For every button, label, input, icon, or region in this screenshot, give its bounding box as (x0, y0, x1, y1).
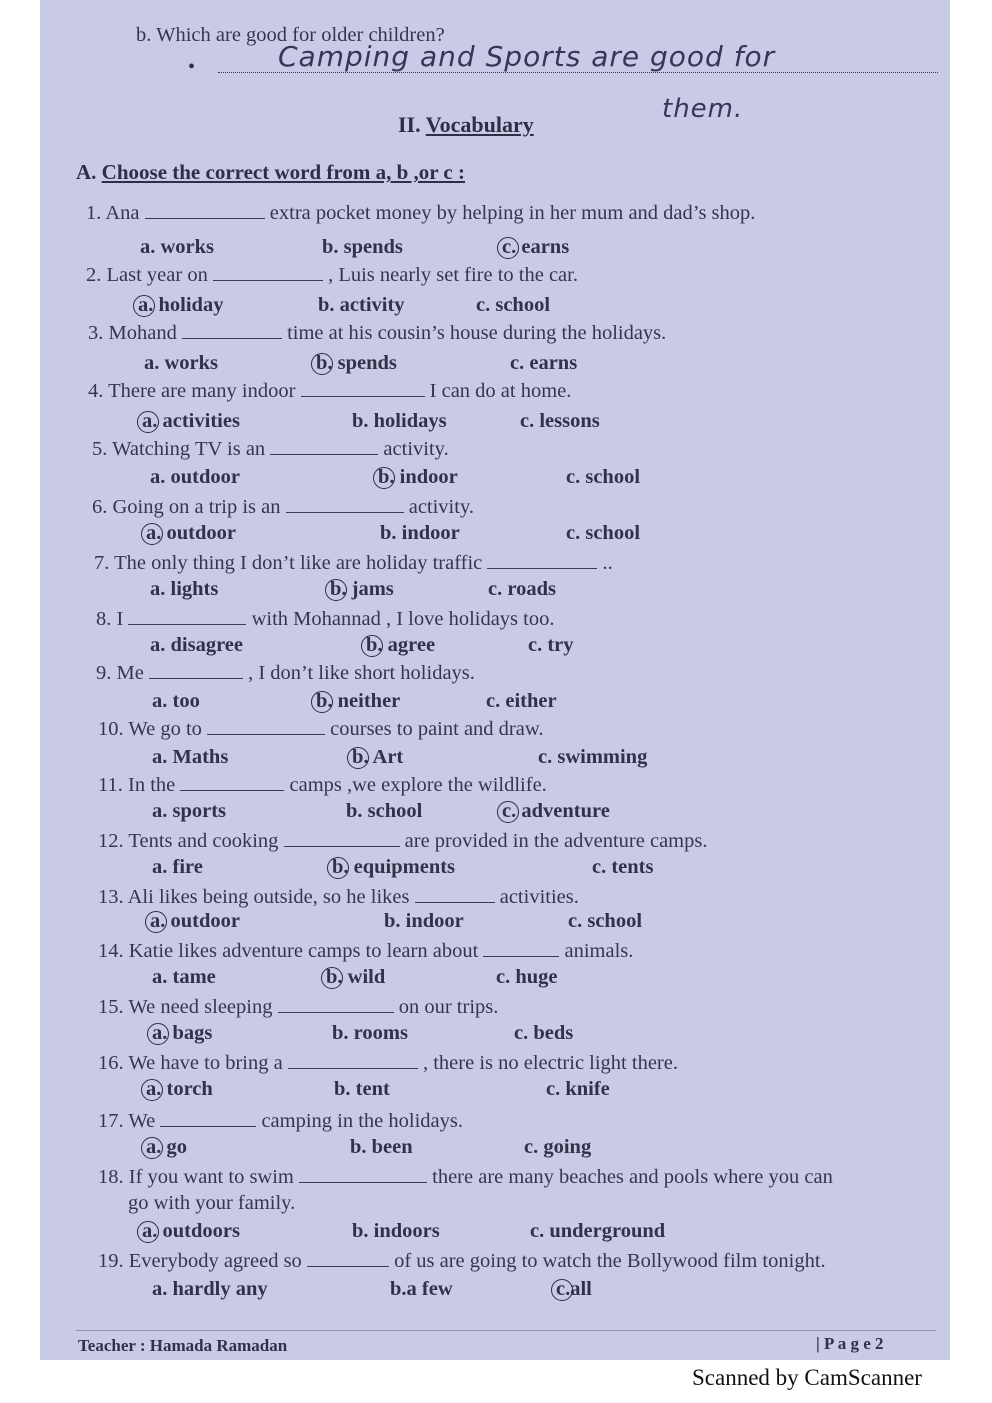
question-text-before: Ana (105, 202, 145, 224)
answer-circle-mark (497, 801, 519, 823)
option-c: c.all (556, 1278, 592, 1300)
answer-blank (286, 494, 404, 513)
answer-circle-mark (141, 1137, 163, 1159)
question-text-after: extra pocket money by helping in her mum and dad’s shop. (264, 202, 756, 224)
bullet: • (188, 56, 196, 78)
answer-circle-mark (137, 1221, 159, 1243)
section-title: Vocabulary (425, 112, 534, 137)
question-number: 13. (98, 886, 128, 908)
question-text-before: Katie likes adventure camps to learn about (128, 940, 484, 962)
question-number: 7. (94, 552, 115, 574)
option-a: a. hardly any (152, 1278, 268, 1300)
question-text-before: I (116, 608, 129, 630)
option-b: b. spends (322, 236, 403, 258)
answer-blank (301, 378, 425, 397)
question-text-before: Tents and cooking (128, 830, 284, 852)
question-6 (92, 494, 474, 519)
option-b: b. tent (334, 1078, 390, 1100)
question-text-after: , Luis nearly set fire to the car. (322, 264, 578, 286)
option-b: b. rooms (332, 1022, 408, 1044)
question-text-before: There are many indoor (108, 380, 301, 402)
worksheet-page (40, 0, 950, 1360)
option-a: a. lights (150, 578, 219, 600)
answer-blank (278, 994, 394, 1013)
question-number: 9. (96, 662, 117, 684)
question-number: 15. (98, 996, 129, 1018)
option-a: a. outdoor (150, 466, 240, 488)
question-text-after: activities. (494, 886, 579, 908)
question-8 (96, 606, 554, 631)
answer-blank (284, 828, 400, 847)
question-text-after: with Mohannad , I love holidays too. (246, 608, 555, 630)
option-c: c. knife (546, 1078, 610, 1100)
question-number: 6. (92, 496, 113, 518)
answer-blank (307, 1248, 389, 1267)
option-b: b. holidays (352, 410, 447, 432)
answer-blank (288, 1050, 418, 1069)
question-text-before: In the (128, 774, 181, 796)
option-c: c. underground (530, 1220, 666, 1242)
question-text-after: activity. (378, 438, 449, 460)
answer-circle-mark (551, 1279, 573, 1301)
question-16 (98, 1050, 678, 1075)
option-c: c. school (566, 522, 641, 544)
question-text-after: there are many beaches and pools where you can (427, 1166, 833, 1188)
question-number: 5. (92, 438, 113, 460)
question-text-after: , there is no electric light there. (417, 1052, 678, 1074)
option-a: a. torch (146, 1078, 213, 1100)
question-text-after: animals. (559, 940, 634, 962)
question-text-after: , I don’t like short holidays. (242, 662, 475, 684)
question-5 (92, 436, 449, 461)
question-text-before: Watching TV is an (112, 438, 271, 460)
section-heading (398, 112, 534, 138)
question-text-before: We (128, 1110, 161, 1132)
option-b: b. spends (316, 352, 397, 374)
answer-blank (149, 660, 243, 679)
option-b: b. wild (326, 966, 386, 988)
answer-blank (483, 938, 559, 957)
question-number: 12. (98, 830, 129, 852)
section-numeral: II. (398, 112, 421, 137)
question-number: 10. (98, 718, 129, 740)
question-number: 3. (88, 322, 109, 344)
question-text-after: camping in the holidays. (256, 1110, 463, 1132)
option-c: c. going (524, 1136, 592, 1158)
option-a: a. activities (142, 410, 240, 432)
handwritten-answer-line1: Camping and Sports are good for (278, 40, 776, 73)
question-text-before: Me (116, 662, 149, 684)
option-b: b.a few (390, 1278, 453, 1300)
handwritten-answer-line2: them. (662, 94, 744, 124)
option-b: b. indoor (384, 910, 464, 932)
question-19 (98, 1248, 826, 1273)
option-a: a. tame (152, 966, 216, 988)
question-text-after: activity. (403, 496, 474, 518)
teacher-name: Teacher : Hamada Ramadan (78, 1336, 288, 1355)
option-b: b. been (350, 1136, 413, 1158)
option-c: c. earns (502, 236, 570, 258)
answer-blank (270, 436, 378, 455)
option-c: c. swimming (538, 746, 648, 768)
option-a: a. fire (152, 856, 203, 878)
subsection-title: Choose the correct word from a, b ,or c : (101, 160, 465, 184)
answer-circle-mark (311, 691, 333, 713)
option-b: b. activity (318, 294, 405, 316)
option-a: a. outdoor (146, 522, 236, 544)
answer-blank (160, 1108, 256, 1127)
option-a: a. works (140, 236, 215, 258)
answer-circle-mark (327, 857, 349, 879)
answer-blank (213, 262, 323, 281)
answer-circle-mark (137, 411, 159, 433)
question-text-after: time at his cousin’s house during the holidays. (281, 322, 667, 344)
page-number: | P a g e 2 (816, 1334, 884, 1353)
option-a: a. Maths (152, 746, 229, 768)
option-c: c. earns (510, 352, 578, 374)
question-text-before: Ali likes being outside, so he likes (127, 886, 415, 908)
subsection-prefix: A. (76, 160, 97, 184)
option-a: a. bags (152, 1022, 213, 1044)
answer-blank (128, 606, 246, 625)
option-c: c. beds (514, 1022, 574, 1044)
answer-blank (299, 1164, 427, 1183)
option-c: c. tents (592, 856, 654, 878)
option-c: c. either (486, 690, 557, 712)
question-15 (98, 994, 498, 1019)
option-b: b. jams (330, 578, 394, 600)
question-text-before: Everybody agreed so (128, 1250, 307, 1272)
answer-blank (415, 884, 495, 903)
question-text-before: Going on a trip is an (112, 496, 286, 518)
option-b: b. indoor (378, 466, 458, 488)
option-c: c. adventure (502, 800, 610, 822)
option-b: b. indoors (352, 1220, 440, 1242)
option-a: a. outdoor (150, 910, 240, 932)
answer-circle-mark (347, 747, 369, 769)
question-9 (96, 660, 475, 685)
question-text-after: I can do at home. (424, 380, 572, 402)
question-1 (86, 200, 755, 225)
answer-circle-mark (325, 579, 347, 601)
answer-circle-mark (147, 1023, 169, 1045)
question-number: 16. (98, 1052, 129, 1074)
option-b: b. Art (352, 746, 404, 768)
footer-rule (76, 1330, 936, 1331)
question-11 (98, 772, 547, 797)
option-a: a. disagree (150, 634, 244, 656)
answer-circle-mark (361, 635, 383, 657)
answer-circle-mark (373, 467, 395, 489)
question-3 (88, 320, 666, 345)
option-c: c. school (476, 294, 551, 316)
part-b-question: b. Which are good for older children? (136, 24, 445, 46)
question-number: 14. (98, 940, 129, 962)
option-b: b. equipments (332, 856, 456, 878)
question-text-after: .. (597, 552, 613, 574)
question-number: 18. (98, 1166, 129, 1188)
option-c: c. huge (496, 966, 558, 988)
option-b: b. indoor (380, 522, 460, 544)
question-13 (98, 884, 579, 909)
option-a: a. works (144, 352, 219, 374)
option-a: a. too (152, 690, 200, 712)
option-c: c. lessons (520, 410, 600, 432)
question-continuation: go with your family. (128, 1192, 296, 1214)
option-b: b. school (346, 800, 423, 822)
question-10 (98, 716, 543, 741)
question-text-before: Last year on (106, 264, 213, 286)
question-text-after: are provided in the adventure camps. (399, 830, 708, 852)
option-a: a. go (146, 1136, 187, 1158)
question-2 (86, 262, 578, 287)
option-b: b. agree (366, 634, 436, 656)
question-number: 17. (98, 1110, 129, 1132)
question-4 (88, 378, 571, 403)
answer-circle-mark (145, 911, 167, 933)
option-c: c. school (566, 466, 641, 488)
question-number: 11. (98, 774, 128, 796)
question-text-before: The only thing I don’t like are holiday traffic (114, 552, 488, 574)
option-a: a. sports (152, 800, 227, 822)
option-c: c. roads (488, 578, 556, 600)
option-a: a. holiday (138, 294, 224, 316)
answer-circle-mark (497, 237, 519, 259)
option-c: c. school (568, 910, 643, 932)
question-text-after: courses to paint and draw. (325, 718, 544, 740)
question-number: 1. (86, 202, 106, 224)
option-a: a. outdoors (142, 1220, 240, 1242)
question-18 (98, 1164, 833, 1189)
question-number: 2. (86, 264, 107, 286)
subsection-heading (76, 160, 465, 185)
answer-circle-mark (141, 1079, 163, 1101)
answer-circle-mark (311, 353, 333, 375)
answer-blank (207, 716, 325, 735)
question-12 (98, 828, 707, 853)
question-number: 8. (96, 608, 117, 630)
question-number: 4. (88, 380, 109, 402)
answer-circle-mark (321, 967, 343, 989)
question-text-before: We need sleeping (128, 996, 278, 1018)
question-text-after: on our trips. (393, 996, 499, 1018)
question-text-after: camps ,we explore the wildlife. (284, 774, 547, 796)
answer-blank (182, 320, 282, 339)
answer-blank (487, 550, 597, 569)
answer-blank (180, 772, 284, 791)
question-text-after: of us are going to watch the Bollywood film tonight. (388, 1250, 826, 1272)
question-text-before: If you want to swim (128, 1166, 299, 1188)
answer-blank (145, 200, 265, 219)
answer-circle-mark (133, 295, 155, 317)
question-text-before: We have to bring a (128, 1052, 288, 1074)
scanner-credit: Scanned by CamScanner (692, 1365, 922, 1390)
answer-circle-mark (141, 523, 163, 545)
question-text-before: Mohand (108, 322, 182, 344)
option-b: b. neither (316, 690, 401, 712)
option-c: c. try (528, 634, 574, 656)
question-17 (98, 1108, 463, 1133)
question-7 (94, 550, 613, 575)
question-number: 19. (98, 1250, 129, 1272)
question-14 (98, 938, 633, 963)
question-text-before: We go to (128, 718, 208, 740)
